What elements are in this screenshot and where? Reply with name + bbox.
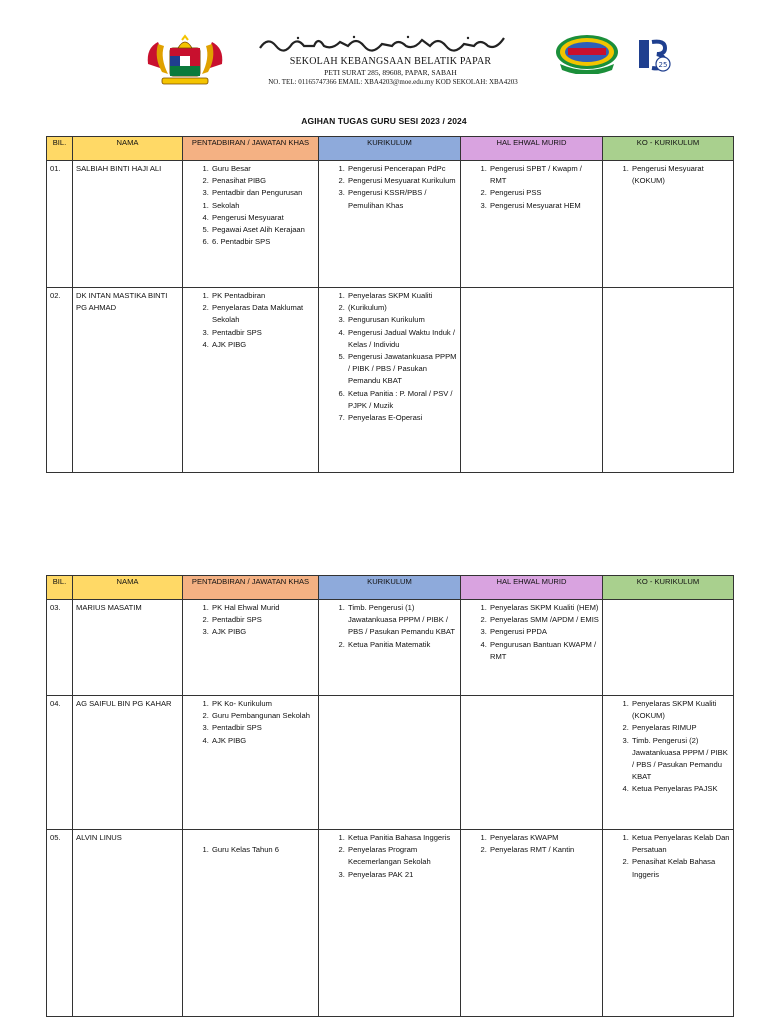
table-header-row: [47, 137, 734, 161]
row-number: 02.: [47, 288, 73, 473]
hem-cell: [461, 830, 603, 1017]
pentadbiran-cell: [183, 161, 319, 288]
duty-list: [186, 290, 315, 351]
duty-item: 1. Pengerusi Pencerapan PdPc: [347, 163, 457, 175]
duty-list: [322, 832, 457, 881]
duty-item: 1. Pengerusi Mesyuarat (KOKUM): [631, 163, 730, 187]
teacher-name: MARIUS MASATIM: [73, 600, 183, 696]
duty-item: 4. Pengerusi Mesyuarat: [211, 212, 315, 224]
duty-item: 3. Penyelaras PAK 21: [347, 869, 457, 881]
duty-item: 3. AJK PIBG: [211, 626, 315, 638]
kurikulum-cell: [319, 288, 461, 473]
duty-item: 2. Guru Pembangunan Sekolah: [211, 710, 315, 722]
pentadbiran-cell: [183, 600, 319, 696]
hem-cell: [461, 600, 603, 696]
header-kurikulum: KURIKULUM: [319, 576, 461, 600]
row-number: 03.: [47, 600, 73, 696]
duty-item: 3. Pentadbir SPS: [211, 722, 315, 734]
koko-cell: [603, 288, 734, 473]
header-kurikulum: KURIKULUM: [319, 137, 461, 161]
duty-item: 2. Penasihat PIBG: [211, 175, 315, 187]
duty-item: 3. Pengurusan Kurikulum: [347, 314, 457, 326]
duty-item: 1. PK Pentadbiran: [211, 290, 315, 302]
duty-item: 4. Pengurusan Bantuan KWAPM / RMT: [489, 639, 599, 663]
school-address: PETI SURAT 285, 89608, PAPAR, SABAH: [324, 68, 457, 77]
koko-cell: [603, 161, 734, 288]
duty-item: 2. Penyelaras Data Maklumat Sekolah: [211, 302, 315, 326]
duty-item: 1. Timb. Pengerusi (1) Jawatankuasa PPPM / PIBK / PBS / Pasukan Pemandu KBAT: [347, 602, 457, 639]
duty-item: 1. Penyelaras SKPM Kualiti: [347, 290, 457, 302]
header-nama: NAMA: [73, 137, 183, 161]
document-title: AGIHAN TUGAS GURU SESI 2023 / 2024: [301, 116, 467, 126]
duty-item: 4. Pengerusi Jadual Waktu Induk / Kelas / Individu: [347, 327, 457, 351]
table-row: [47, 830, 734, 1017]
duty-item: 2. Penyelaras RIMUP: [631, 722, 730, 734]
duty-table-1: [46, 136, 734, 473]
teacher-name: AG SAIFUL BIN PG KAHAR: [73, 696, 183, 830]
duty-item: 3. Pengerusi Mesyuarat HEM: [489, 200, 599, 212]
row-number: 04.: [47, 696, 73, 830]
duty-item: 6. Ketua Panitia : P. Moral / PSV / PJPK / Muzik: [347, 388, 457, 412]
teacher-name: ALVIN LINUS: [73, 830, 183, 1017]
duty-item: 1. Penyelaras KWAPM: [489, 832, 599, 844]
header-bil: BIL.: [47, 137, 73, 161]
table-row: [47, 600, 734, 696]
jawi-script-banner: [258, 34, 508, 52]
header-hem: HAL EHWAL MURID: [461, 576, 603, 600]
duty-item: 1. Guru Besar: [211, 163, 315, 175]
duty-item: 1. Penyelaras SKPM Kualiti (KOKUM): [631, 698, 730, 722]
duty-item: 1. Ketua Panitia Bahasa Inggeris: [347, 832, 457, 844]
duty-list: [464, 832, 599, 856]
duty-item: 5. Pengerusi Jawatankuasa PPPM / PIBK / PBS / Pasukan Pemandu KBAT: [347, 351, 457, 388]
header-pentadbiran: PENTADBIRAN / JAWATAN KHAS: [183, 137, 319, 161]
duty-item: 1. Sekolah: [211, 200, 315, 212]
duty-item: 1. PK Ko- Kurikulum: [211, 698, 315, 710]
duty-item: 3. Pentadbir dan Pengurusan: [211, 187, 315, 199]
duty-item: 3. Pengerusi KSSR/PBS / Pemulihan Khas: [347, 187, 457, 211]
duty-item: 1. Penyelaras SKPM Kualiti (HEM): [489, 602, 599, 614]
teacher-name: DK INTAN MASTIKA BINTI PG AHMAD: [73, 288, 183, 473]
duty-list: [606, 832, 730, 881]
duty-list: [186, 163, 315, 248]
duty-item: 2. Penasihat Kelab Bahasa Inggeris: [631, 856, 730, 880]
koko-cell: [603, 696, 734, 830]
duty-item: 3. Pentadbir SPS: [211, 327, 315, 339]
letterhead: [138, 28, 668, 92]
table-row: [47, 161, 734, 288]
hem-cell: [461, 696, 603, 830]
kurikulum-cell: [319, 161, 461, 288]
duty-item: 4. Ketua Penyelaras PAJSK: [631, 783, 730, 795]
duty-item: 3. Timb. Pengerusi (2) Jawatankuasa PPPM / PIBK / PBS / Pasukan Pemandu KBAT: [631, 735, 730, 784]
duty-item: 2. Penyelaras RMT / Kantin: [489, 844, 599, 856]
header-nama: NAMA: [73, 576, 183, 600]
pentadbiran-cell: [183, 288, 319, 473]
duty-list: [186, 602, 315, 639]
kurikulum-cell: [319, 600, 461, 696]
hem-cell: [461, 288, 603, 473]
koko-cell: [603, 600, 734, 696]
duty-item: 2. (Kurikulum): [347, 302, 457, 314]
duty-list: [322, 290, 457, 424]
pentadbiran-cell: [183, 696, 319, 830]
row-number: 05.: [47, 830, 73, 1017]
duty-list: [464, 163, 599, 212]
table-row: [47, 696, 734, 830]
teacher-name: SALBIAH BINTI HAJI ALI: [73, 161, 183, 288]
duty-item: 4. AJK PIBG: [211, 735, 315, 747]
duty-item: 5. Pegawai Aset Alih Kerajaan: [211, 224, 315, 236]
anniversary-number: 25: [658, 61, 668, 69]
duty-item: 3. Pengerusi PPDA: [489, 626, 599, 638]
duty-item: 2. Pengerusi PSS: [489, 187, 599, 199]
duty-item: 2. Pengerusi Mesyuarat Kurikulum: [347, 175, 457, 187]
koko-cell: [603, 830, 734, 1017]
duty-item: 2. Penyelaras SMM /APDM / EMIS: [489, 614, 599, 626]
row-number: 01.: [47, 161, 73, 288]
duty-item: 2. Ketua Panitia Matematik: [347, 639, 457, 651]
header-koko: KO - KURIKULUM: [603, 576, 734, 600]
duty-item: 1. PK Hal Ehwal Murid: [211, 602, 315, 614]
duty-list: [606, 698, 730, 796]
duty-list: [322, 602, 457, 651]
header-bil: BIL.: [47, 576, 73, 600]
header-hem: HAL EHWAL MURID: [461, 137, 603, 161]
duty-item: 1. Ketua Penyelaras Kelab Dan Persatuan: [631, 832, 730, 856]
kurikulum-cell: [319, 696, 461, 830]
duty-item: 2. Pentadbir SPS: [211, 614, 315, 626]
table-row: [47, 288, 734, 473]
duty-list: [606, 163, 730, 187]
kurikulum-cell: [319, 830, 461, 1017]
school-badge-logo: [554, 34, 620, 74]
table-header-row: [47, 576, 734, 600]
hem-cell: [461, 161, 603, 288]
school-contact: NO. TEL: 01165747366 EMAIL: XBA4203@moe.edu.my KOD SEKOLAH: XBA4203: [268, 78, 518, 86]
duty-item: 1. Pengerusi SPBT / Kwapm / RMT: [489, 163, 599, 187]
pentadbiran-cell: [183, 830, 319, 1017]
duty-item: 2. Penyelaras Program Kecemerlangan Sekolah: [347, 844, 457, 868]
duty-list: [464, 602, 599, 663]
duty-list: [186, 844, 315, 856]
duty-item: 4. AJK PIBG: [211, 339, 315, 351]
duty-item: 6. 6. Pentadbir SPS: [211, 236, 315, 248]
anniversary-logo: [635, 36, 671, 72]
header-pentadbiran: PENTADBIRAN / JAWATAN KHAS: [183, 576, 319, 600]
duty-list: [322, 163, 457, 212]
school-name: SEKOLAH KEBANGSAAN BELATIK PAPAR: [289, 56, 492, 67]
duty-item: 7. Penyelaras E-Operasi: [347, 412, 457, 424]
duty-item: 1. Guru Kelas Tahun 6: [211, 844, 315, 856]
duty-table-2: [46, 575, 734, 1017]
header-koko: KO - KURIKULUM: [603, 137, 734, 161]
duty-list: [186, 698, 315, 747]
